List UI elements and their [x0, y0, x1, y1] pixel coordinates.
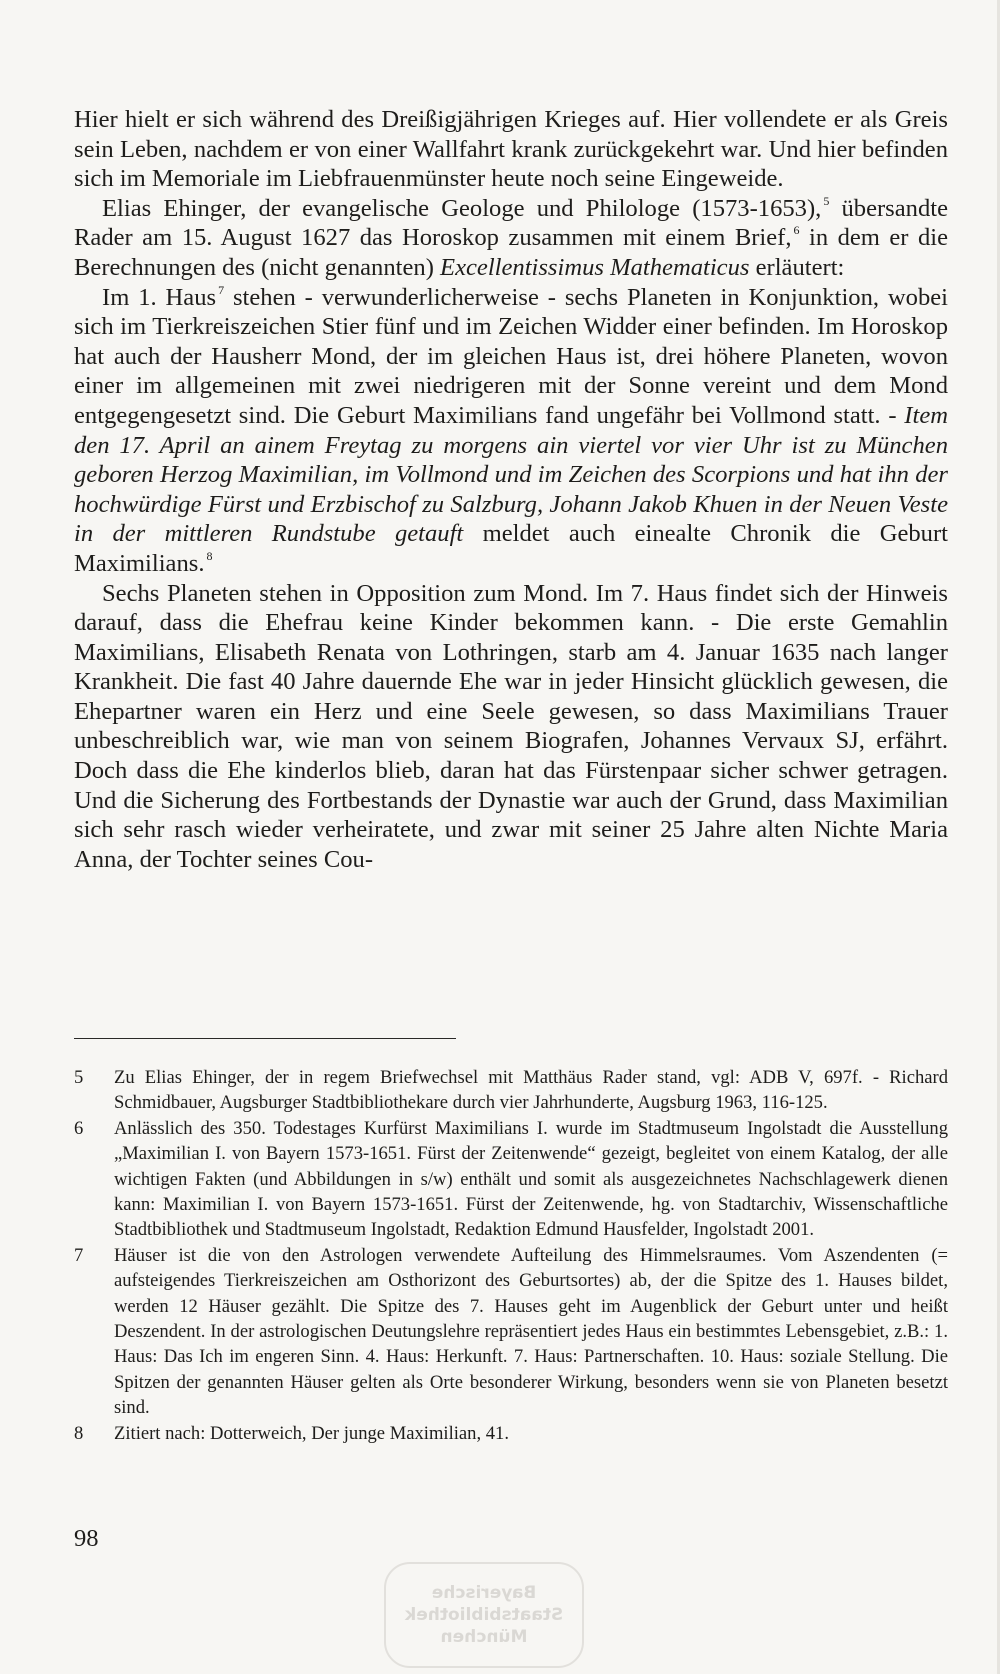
- footnote-7: [74, 1243, 948, 1421]
- paragraph-3-text-a: Im 1. Haus: [102, 283, 217, 311]
- paragraph-1-text: Hier hielt er sich während des Dreißigjährigen Krieges auf. Hier vollendete er als Greis sein Leben, nachdem er von einer Wallfahrt krank zurückgekehrt war. Und hier befinden sich im Memoriale im Liebfrauenmünster heute noch seine Eingeweide.: [74, 106, 948, 193]
- footnote-5: [74, 1065, 948, 1116]
- footnote-divider: [74, 1038, 456, 1039]
- footnotes: [74, 1065, 948, 1446]
- paragraph-3-text-c: meldet auch einealte Chronik die Geburt Maximilians.: [74, 520, 948, 577]
- footnote-text: Häuser ist die von den Astrologen verwendete Aufteilung des Himmelsraumes. Vom Aszendenten (= aufsteigendes Tierkreiszeichen am Osthorizont des Geburtsortes) ab, der die Spitze des 1. Hauses bildet, werden 12 Häuser gezählt. Die Spitze des 7. Hauses geht im Augenblick der Geburt unter und heißt Deszendent. In der astrologischen Deutungslehre repräsentiert jedes Haus ein bestimmtes Lebensgebiet, z.B.: 1. Haus: Das Ich im engeren Sinn. 4. Haus: Herkunft. 7. Haus: Partnerschaften. 10. Haus: soziale Stellung. Die Spitzen der genannten Häuser gelten als Orte besonderer Wirkung, besonders wenn sie von Planeten besetzt sind.: [114, 1244, 948, 1419]
- footnote-ref-7: 7: [218, 282, 225, 297]
- footnote-text: Zu Elias Ehinger, der in regem Briefwechsel mit Matthäus Rader stand, vgl: ADB V, 697f. - Richard Schmidbauer, Augsburger Stadtbibliothekare durch vier Jahrhunderte, Augsburg 1963, 116-125.: [114, 1067, 948, 1114]
- paragraph-4-text: Sechs Planeten stehen in Opposition zum Mond. Im 7. Haus findet sich der Hinweis darauf, dass die Ehefrau keine Kinder bekommen kann. - Die erste Gemahlin Maximilians, Elisabeth Renata von Lothringen, starb am 4. Januar 1635 nach langer Krankheit. Die fast 40 Jahre dauernde Ehe war in jeder Hinsicht glücklich gewesen, die Ehepartner waren ein Herz und eine Seele gewesen, so dass Maximilians Trauer unbeschreiblich war, wie man von seinem Biografen, Johannes Vervaux SJ, erfährt. Doch dass die Ehe kinderlos blieb, daran hat das Fürstenpaar sicher schwer getragen. Und die Sicherung des Fortbestands der Dynastie war auch der Grund, dass Maximilian sich sehr rasch wieder verheiratete, und zwar mit seiner 25 Jahre alten Nichte Maria Anna, der Tochter seines Cou-: [74, 579, 948, 873]
- footnote-number: 5: [74, 1067, 84, 1088]
- paragraph-4: [74, 579, 948, 875]
- paragraph-2-text-a: Elias Ehinger, der evangelische Geologe und Philologe (1573-1653),: [102, 194, 822, 222]
- stamp-line-3: München: [440, 1627, 528, 1647]
- paragraph-2-text-b: übersandte Rader am 15. August 1627 das Horoskop zusammen mit einem Brief,: [74, 194, 949, 252]
- library-stamp: [384, 1562, 584, 1668]
- paragraph-1: [74, 105, 948, 194]
- stamp-line-2: Staatsbibliothek: [404, 1605, 564, 1625]
- paragraph-3: [74, 283, 948, 579]
- paragraph-2: [74, 194, 948, 283]
- main-text: [74, 105, 948, 874]
- paragraph-3-italic-quote: Item den 17. April an ainem Freytag zu morgens ain viertel vor vier Uhr ist zu München geboren Herzog Maximilian, im Vollmond und im Zeichen des Scorpions und hat ihn der hochwürdige Fürst und Erzbischof zu Salzburg, Johann Jakob Khuen in der Neuen Veste in der mittleren Rundstube getauft: [74, 401, 948, 548]
- paragraph-2-text-c: in dem er die Berechnungen des (nicht genannten): [74, 224, 948, 281]
- footnote-number: 6: [74, 1117, 84, 1139]
- footnote-text: Anlässlich des 350. Todestages Kurfürst Maximilians I. wurde im Stadtmuseum Ingolstadt die Ausstellung „Maximilian I. von Bayern 1573-1651. Fürst der Zeitenwende“ gezeigt, begleitet von einem Katalog, der alle wichtigen Fakten (und Abbildungen in s/w) enthält und somit als ausgezeichnetes Nachschlagewerk dienen kann: Maximilian I. von Bayern 1573-1651. Fürst der Zeitenwende, hg. von Stadtarchiv, Wissenschaftliche Stadtbibliothek und Stadtmuseum Ingolstadt, Redaktion Edmund Hausfelder, Ingolstadt 2001.: [114, 1117, 948, 1241]
- footnote-6: [74, 1116, 948, 1243]
- footnote-ref-8: 8: [206, 548, 213, 563]
- paragraph-2-italic: Excellentissimus Mathematicus: [440, 253, 750, 281]
- paragraph-3-text-b: stehen - verwunderlicherweise - sechs Planeten in Konjunktion, wobei sich im Tierkreiszeichen Stier fünf und im Zeichen Widder einer befinden. Im Horoskop hat auch der Hausherr Mond, der im gleichen Haus ist, drei höhere Planeten, wovon einer im allgemeinen mit zwei niedrigeren mit der Sonne vereint und dem Mond entgegengesetzt sind. Die Geburt Maximilians fand ungefähr bei Vollmond statt. -: [74, 283, 948, 429]
- page-number: 98: [74, 1525, 99, 1552]
- footnote-number: 7: [74, 1244, 84, 1266]
- footnote-number: 8: [74, 1422, 84, 1444]
- paragraph-2-text-d: erläutert:: [749, 253, 845, 281]
- footnote-ref-5: 5: [823, 193, 830, 208]
- footnote-text: Zitiert nach: Dotterweich, Der junge Maximilian, 41.: [114, 1422, 509, 1444]
- footnote-8: [74, 1421, 948, 1446]
- footnote-ref-6: 6: [793, 223, 800, 238]
- stamp-line-1: Bayerische: [431, 1583, 537, 1603]
